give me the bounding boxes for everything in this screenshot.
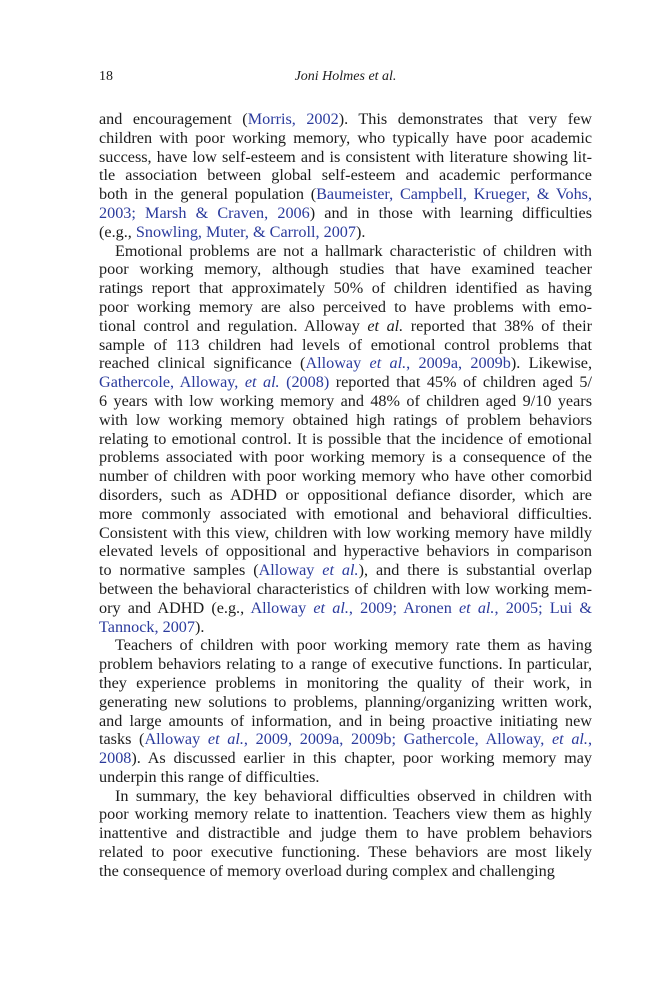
text-run: ory and ADHD (e.g., xyxy=(99,598,251,617)
paragraph xyxy=(99,636,592,786)
text-run: poor working memory are also perceived to have problems with emo- xyxy=(99,297,592,316)
citation-link[interactable]: Gathercole, Alloway, xyxy=(99,373,245,392)
text-line xyxy=(99,712,592,731)
text-run: problem behaviors relating to a range of executive functions. In particular, xyxy=(99,655,592,674)
text-run: and encouragement ( xyxy=(99,110,248,128)
running-head xyxy=(99,66,592,88)
text-run: tional control and regulation. Alloway xyxy=(99,316,368,335)
citation-link[interactable]: et al. xyxy=(244,373,280,392)
text-run: related to poor executive functioning. These behaviors are most likely xyxy=(99,843,592,862)
text-run: ). This demonstrates that very few xyxy=(338,110,592,128)
citation-link[interactable]: et al. xyxy=(313,598,349,617)
citation-link[interactable]: 2003; Marsh & Craven, 2006 xyxy=(99,203,310,222)
text-line xyxy=(99,279,592,298)
text-line xyxy=(99,524,592,543)
text-run: ) and in those with learning difficulties xyxy=(309,203,593,222)
text-line xyxy=(99,110,592,129)
citation-link[interactable]: Tannock, 2007 xyxy=(99,617,195,636)
text-line xyxy=(99,824,592,843)
text-line xyxy=(99,580,592,599)
text-run: ratings report that approximately 50% of children identified as having xyxy=(99,279,592,298)
text-run: tle association between global self-esteem and academic performance xyxy=(99,166,592,185)
text-line xyxy=(99,392,592,411)
running-title: Joni Holmes et al. xyxy=(294,69,397,84)
text-run: they experience problems in monitoring the quality of their work, in xyxy=(99,673,592,692)
text-run: underpin this range of difficulties. xyxy=(99,767,320,786)
page-number: 18 xyxy=(99,69,113,84)
citation-link[interactable]: , 2009a, 2009b xyxy=(406,354,511,373)
text-line xyxy=(99,843,592,862)
text-run: and large amounts of information, and in being proactive initiating new xyxy=(99,711,592,730)
text-run: ), and there is substantial overlap xyxy=(358,561,593,580)
citation-link[interactable]: Alloway xyxy=(258,561,323,580)
text-run: In summary, the key behavioral difficulties observed in children with xyxy=(115,786,592,805)
text-line xyxy=(99,166,592,185)
text-line xyxy=(99,148,592,167)
citation-link[interactable]: (2008) xyxy=(279,373,330,392)
text-line xyxy=(99,242,592,261)
text-run: reported that 45% of children aged 5/ xyxy=(329,373,592,392)
text-run: tasks ( xyxy=(99,730,145,749)
text-run: ). xyxy=(194,617,205,636)
citation-link[interactable]: et al. xyxy=(458,598,495,617)
text-run: ). Likewise, xyxy=(510,354,592,373)
citation-link[interactable]: Baumeister, Campbell, Krueger, & Vohs, xyxy=(316,185,593,204)
text-run: ). xyxy=(355,222,366,241)
citation-link[interactable]: Alloway xyxy=(144,730,208,749)
text-line xyxy=(99,448,592,467)
text-line xyxy=(99,636,592,655)
text-line xyxy=(99,430,592,449)
text-line xyxy=(99,862,592,881)
text-line xyxy=(99,185,592,204)
text-run: elevated levels of oppositional and hyperactive behaviors in comparison xyxy=(99,542,592,561)
citation-link[interactable]: et al. xyxy=(322,561,359,580)
citation-link[interactable]: , 2005; Lui & xyxy=(494,598,593,617)
text-run: number of children with poor working memory who have other comorbid xyxy=(99,467,592,486)
text-run: inattentive and distractible and judge them to have problem behaviors xyxy=(99,824,592,843)
text-line xyxy=(99,204,592,223)
text-line xyxy=(99,505,592,524)
citation-link[interactable]: , 2009; Aronen xyxy=(348,598,459,617)
citation-link[interactable]: Alloway xyxy=(305,354,370,373)
text-line xyxy=(99,805,592,824)
paragraph xyxy=(99,242,592,637)
text-line xyxy=(99,730,592,749)
text-line xyxy=(99,223,592,242)
text-run: reported that 38% of their xyxy=(403,316,592,335)
text-line xyxy=(99,561,592,580)
text-run: Emotional problems are not a hallmark characteristic of children with xyxy=(115,241,592,260)
text-line xyxy=(99,618,592,637)
text-run: with low working memory obtained high ratings of problem behaviors xyxy=(99,410,592,429)
page xyxy=(99,66,592,881)
text-run: both in the general population ( xyxy=(99,185,317,204)
citation-link[interactable]: , 2009, 2009a, 2009b; Gathercole, Alloway, xyxy=(243,730,552,749)
text-line xyxy=(99,599,592,618)
text-run: children with poor working memory, who typically have poor academic xyxy=(99,128,592,147)
text-run: Consistent with this view, children with low working memory have mildly xyxy=(99,523,592,542)
text-line xyxy=(99,655,592,674)
citation-link[interactable]: et al. xyxy=(551,730,588,749)
text-line xyxy=(99,693,592,712)
text-line xyxy=(99,129,592,148)
text-run: ). As discussed earlier in this chapter, poor working memory may xyxy=(131,749,592,768)
text-run: 6 years with low working memory and 48% of children aged 9/10 years xyxy=(99,391,592,410)
citation-link[interactable]: et al. xyxy=(207,730,244,749)
text-run: relating to emotional control. It is possible that the incidence of emotional xyxy=(99,429,592,448)
text-run: success, have low self-esteem and is consistent with literature showing lit- xyxy=(99,147,592,166)
citation-link[interactable]: 2008 xyxy=(99,749,132,768)
text-line xyxy=(99,674,592,693)
text-line xyxy=(99,317,592,336)
text-run: to normative samples ( xyxy=(99,561,259,580)
citation-link[interactable]: Morris, 2002 xyxy=(247,110,339,128)
text-run: et al. xyxy=(367,316,404,335)
paragraph xyxy=(99,787,592,881)
text-line xyxy=(99,336,592,355)
citation-link[interactable]: Alloway xyxy=(250,598,314,617)
text-run: disorders, such as ADHD or oppositional defiance disorder, which are xyxy=(99,485,592,504)
text-run: Teachers of children with poor working memory rate them as having xyxy=(115,636,592,655)
text-run: poor working memory, although studies that have examined teacher xyxy=(99,260,592,279)
text-run: between the behavioral characteristics of children with low working mem- xyxy=(99,579,592,598)
text-line xyxy=(99,373,592,392)
text-line xyxy=(99,260,592,279)
text-run: poor working memory relate to inattention. Teachers view them as highly xyxy=(99,805,592,824)
text-line xyxy=(99,411,592,430)
text-run: sample of 113 children had levels of emotional control problems that xyxy=(99,335,592,354)
text-line xyxy=(99,354,592,373)
text-line xyxy=(99,768,592,787)
text-run: reached clinical significance ( xyxy=(99,354,306,373)
text-line xyxy=(99,486,592,505)
text-line xyxy=(99,467,592,486)
citation-link[interactable]: , xyxy=(587,730,593,749)
text-line xyxy=(99,749,592,768)
citation-link[interactable]: Snowling, Muter, & Carroll, 2007 xyxy=(135,222,356,241)
text-run: the consequence of memory overload during complex and challenging xyxy=(99,861,555,880)
paragraph xyxy=(99,110,592,242)
text-line xyxy=(99,298,592,317)
citation-link[interactable]: et al. xyxy=(369,354,407,373)
text-run: (e.g., xyxy=(99,222,136,241)
body-text xyxy=(99,110,592,881)
text-run: more commonly associated with emotional and behavioral difficulties. xyxy=(99,504,592,523)
text-run: problems associated with poor working memory is a consequence of the xyxy=(99,448,592,467)
text-line xyxy=(99,787,592,806)
text-run: generating new solutions to problems, planning/organizing written work, xyxy=(99,692,592,711)
text-line xyxy=(99,542,592,561)
